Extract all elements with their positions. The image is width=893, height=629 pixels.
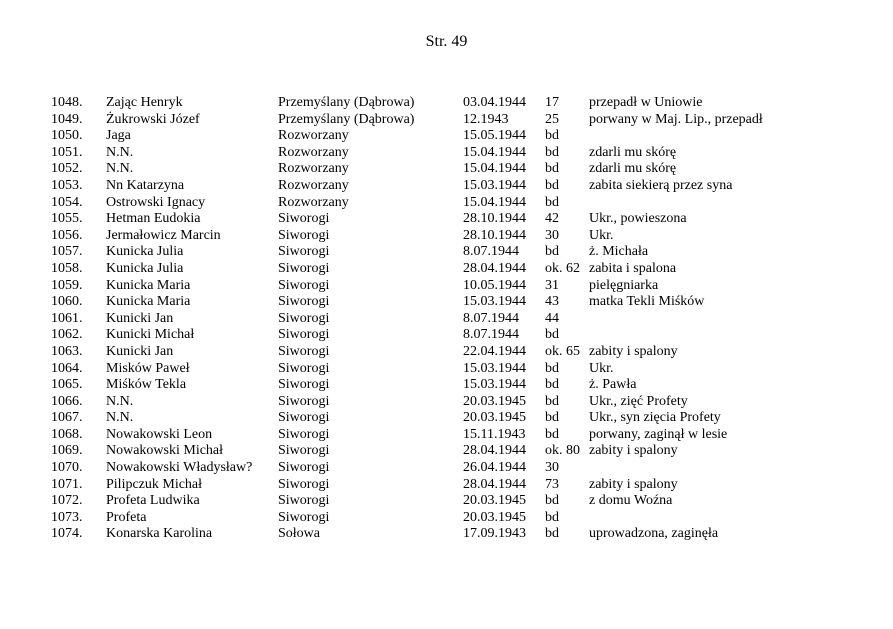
record-name: Kunicka Julia <box>106 244 184 260</box>
record-place: Rozworzany <box>278 177 349 193</box>
record-row <box>51 112 831 129</box>
record-note: zabity i spalony <box>589 443 678 459</box>
record-row <box>51 394 831 411</box>
record-place: Rozworzany <box>278 128 349 144</box>
record-name: Kunicki Jan <box>106 343 174 359</box>
record-name: Profeta Ludwika <box>106 493 200 509</box>
record-date: 15.04.1944 <box>463 161 526 177</box>
record-note: zabity i spalony <box>589 343 678 359</box>
record-row <box>51 294 831 311</box>
record-number: 1068. <box>51 426 83 442</box>
record-place: Sołowa <box>278 526 320 542</box>
record-age: ok. 65 <box>545 343 580 359</box>
record-date: 15.03.1944 <box>463 294 526 310</box>
record-name: Nowakowski Leon <box>106 426 213 442</box>
record-row <box>51 361 831 378</box>
record-number: 1053. <box>51 177 83 193</box>
record-age: ok. 62 <box>545 260 580 276</box>
record-note: Ukr., zięć Profety <box>589 393 688 409</box>
record-number: 1049. <box>51 111 83 127</box>
record-row <box>51 145 831 162</box>
record-date: 8.07.1944 <box>463 327 519 343</box>
record-place: Siworogi <box>278 227 330 243</box>
record-age: 73 <box>545 476 559 492</box>
record-place: Siworogi <box>278 377 330 393</box>
record-name: Kunicki Michał <box>106 327 195 343</box>
record-date: 12.1943 <box>463 111 509 127</box>
record-note: zdarli mu skórę <box>589 144 677 160</box>
record-row <box>51 443 831 460</box>
record-place: Siworogi <box>278 260 330 276</box>
record-row <box>51 477 831 494</box>
record-place: Siworogi <box>278 343 330 359</box>
record-place: Siworogi <box>278 476 330 492</box>
record-name: Konarska Karolina <box>106 526 213 542</box>
record-number: 1056. <box>51 227 83 243</box>
record-name: N.N. <box>106 144 134 160</box>
record-age: 30 <box>545 227 559 243</box>
record-place: Siworogi <box>278 310 330 326</box>
record-age: bd <box>545 493 559 509</box>
record-name: Kunicki Jan <box>106 310 174 326</box>
record-name: Ostrowski Ignacy <box>106 194 206 210</box>
record-date: 28.04.1944 <box>463 476 526 492</box>
record-date: 22.04.1944 <box>463 343 526 359</box>
record-age: bd <box>545 177 559 193</box>
record-number: 1069. <box>51 443 83 459</box>
record-age: 43 <box>545 294 559 310</box>
record-name: Kunicka Maria <box>106 277 191 293</box>
record-date: 15.03.1944 <box>463 377 526 393</box>
record-place: Przemyślany (Dąbrowa) <box>278 95 415 110</box>
record-row <box>51 427 831 444</box>
record-place: Rozworzany <box>278 144 349 160</box>
record-number: 1062. <box>51 327 83 343</box>
record-place: Siworogi <box>278 426 330 442</box>
record-number: 1055. <box>51 211 83 227</box>
record-date: 20.03.1945 <box>463 410 526 426</box>
record-place: Siworogi <box>278 360 330 376</box>
record-name: Jermałowicz Marcin <box>106 227 221 243</box>
record-age: bd <box>545 426 559 442</box>
record-age: bd <box>545 194 559 210</box>
record-age: bd <box>545 144 559 160</box>
record-number: 1071. <box>51 476 83 492</box>
record-place: Siworogi <box>278 211 330 227</box>
record-row <box>51 261 831 278</box>
record-name: Nn Katarzyna <box>106 177 185 193</box>
record-row <box>51 178 831 195</box>
record-number: 1054. <box>51 194 83 210</box>
record-age: bd <box>545 377 559 393</box>
record-place: Siworogi <box>278 277 330 293</box>
record-name: N.N. <box>106 161 134 177</box>
record-date: 20.03.1945 <box>463 393 526 409</box>
record-note: z domu Woźna <box>589 493 673 509</box>
record-number: 1061. <box>51 310 83 326</box>
record-note: zabity i spalony <box>589 476 678 492</box>
record-number: 1063. <box>51 343 83 359</box>
records-list <box>51 95 831 543</box>
record-age: bd <box>545 244 559 260</box>
record-place: Siworogi <box>278 410 330 426</box>
record-age: bd <box>545 161 559 177</box>
record-date: 15.03.1944 <box>463 177 526 193</box>
record-date: 17.09.1943 <box>463 526 526 542</box>
record-note: Ukr., syn zięcia Profety <box>589 410 721 426</box>
record-date: 15.03.1944 <box>463 360 526 376</box>
record-name: Miśków Tekla <box>106 377 187 393</box>
record-number: 1048. <box>51 95 83 110</box>
record-place: Siworogi <box>278 244 330 260</box>
record-number: 1052. <box>51 161 83 177</box>
record-place: Siworogi <box>278 393 330 409</box>
record-age: bd <box>545 327 559 343</box>
record-place: Siworogi <box>278 294 330 310</box>
record-place: Siworogi <box>278 327 330 343</box>
record-age: bd <box>545 128 559 144</box>
record-date: 8.07.1944 <box>463 310 519 326</box>
record-note: Ukr. <box>589 227 614 243</box>
record-place: Siworogi <box>278 509 330 525</box>
record-place: Siworogi <box>278 460 330 476</box>
record-note: zdarli mu skórę <box>589 161 677 177</box>
record-name: Jaga <box>106 128 131 144</box>
record-number: 1057. <box>51 244 83 260</box>
record-number: 1074. <box>51 526 83 542</box>
record-age: 30 <box>545 460 559 476</box>
record-note: ż. Michała <box>589 244 649 260</box>
record-name: N.N. <box>106 410 134 426</box>
record-age: 44 <box>545 310 559 326</box>
record-row <box>51 278 831 295</box>
record-date: 28.04.1944 <box>463 443 526 459</box>
record-number: 1051. <box>51 144 83 160</box>
record-name: Żukrowski Józef <box>106 111 200 127</box>
record-name: Profeta <box>106 509 147 525</box>
record-date: 28.04.1944 <box>463 260 526 276</box>
record-age: 25 <box>545 111 559 127</box>
record-name: Kunicka Julia <box>106 260 184 276</box>
record-date: 28.10.1944 <box>463 211 526 227</box>
record-date: 28.10.1944 <box>463 227 526 243</box>
record-row <box>51 493 831 510</box>
record-note: zabita i spalona <box>589 260 677 276</box>
record-age: bd <box>545 393 559 409</box>
record-row <box>51 526 831 543</box>
record-age: 31 <box>545 277 559 293</box>
record-place: Siworogi <box>278 443 330 459</box>
record-name: Zając Henryk <box>106 95 183 110</box>
record-note: matka Tekli Miśków <box>589 294 705 310</box>
record-date: 15.04.1944 <box>463 144 526 160</box>
record-row <box>51 195 831 212</box>
page-title: Str. 49 <box>425 33 468 50</box>
record-number: 1070. <box>51 460 83 476</box>
record-note: przepadł w Uniowie <box>589 95 703 110</box>
record-date: 15.04.1944 <box>463 194 526 210</box>
record-place: Rozworzany <box>278 161 349 177</box>
record-note: zabita siekierą przez syna <box>589 177 733 193</box>
record-date: 8.07.1944 <box>463 244 519 260</box>
record-row <box>51 510 831 527</box>
record-row <box>51 244 831 261</box>
record-date: 15.11.1943 <box>463 426 526 442</box>
record-date: 20.03.1945 <box>463 509 526 525</box>
record-number: 1058. <box>51 260 83 276</box>
record-note: uprowadzona, zaginęła <box>589 526 719 542</box>
record-date: 15.05.1944 <box>463 128 526 144</box>
record-row <box>51 95 831 112</box>
record-number: 1059. <box>51 277 83 293</box>
record-number: 1073. <box>51 509 83 525</box>
record-number: 1072. <box>51 493 83 509</box>
record-number: 1066. <box>51 393 83 409</box>
record-row <box>51 161 831 178</box>
record-number: 1060. <box>51 294 83 310</box>
record-place: Przemyślany (Dąbrowa) <box>278 111 415 127</box>
record-age: ok. 80 <box>545 443 580 459</box>
record-number: 1050. <box>51 128 83 144</box>
record-note: Ukr., powieszona <box>589 211 687 227</box>
record-place: Siworogi <box>278 493 330 509</box>
record-row <box>51 327 831 344</box>
record-name: Kunicka Maria <box>106 294 191 310</box>
record-note: porwany w Maj. Lip., przepadł <box>589 111 763 127</box>
record-note: porwany, zaginął w lesie <box>589 426 728 442</box>
record-age: 17 <box>545 95 559 110</box>
record-place: Rozworzany <box>278 194 349 210</box>
record-name: Hetman Eudokia <box>106 211 201 227</box>
record-number: 1065. <box>51 377 83 393</box>
record-row <box>51 211 831 228</box>
record-row <box>51 128 831 145</box>
record-row <box>51 377 831 394</box>
record-note: ż. Pawła <box>589 377 637 393</box>
record-age: bd <box>545 526 559 542</box>
record-name: N.N. <box>106 393 134 409</box>
record-number: 1067. <box>51 410 83 426</box>
record-date: 10.05.1944 <box>463 277 526 293</box>
record-row <box>51 228 831 245</box>
record-name: Misków Paweł <box>106 360 190 376</box>
record-row <box>51 460 831 477</box>
record-date: 26.04.1944 <box>463 460 526 476</box>
record-age: 42 <box>545 211 559 227</box>
record-note: pielęgniarka <box>589 277 659 293</box>
record-name: Nowakowski Władysław? <box>106 460 253 476</box>
record-name: Nowakowski Michał <box>106 443 224 459</box>
record-date: 20.03.1945 <box>463 493 526 509</box>
record-age: bd <box>545 410 559 426</box>
record-note: Ukr. <box>589 360 614 376</box>
record-row <box>51 410 831 427</box>
record-date: 03.04.1944 <box>463 95 526 110</box>
record-row <box>51 344 831 361</box>
record-age: bd <box>545 509 559 525</box>
record-name: Pilipczuk Michał <box>106 476 203 492</box>
record-number: 1064. <box>51 360 83 376</box>
record-row <box>51 311 831 328</box>
record-age: bd <box>545 360 559 376</box>
